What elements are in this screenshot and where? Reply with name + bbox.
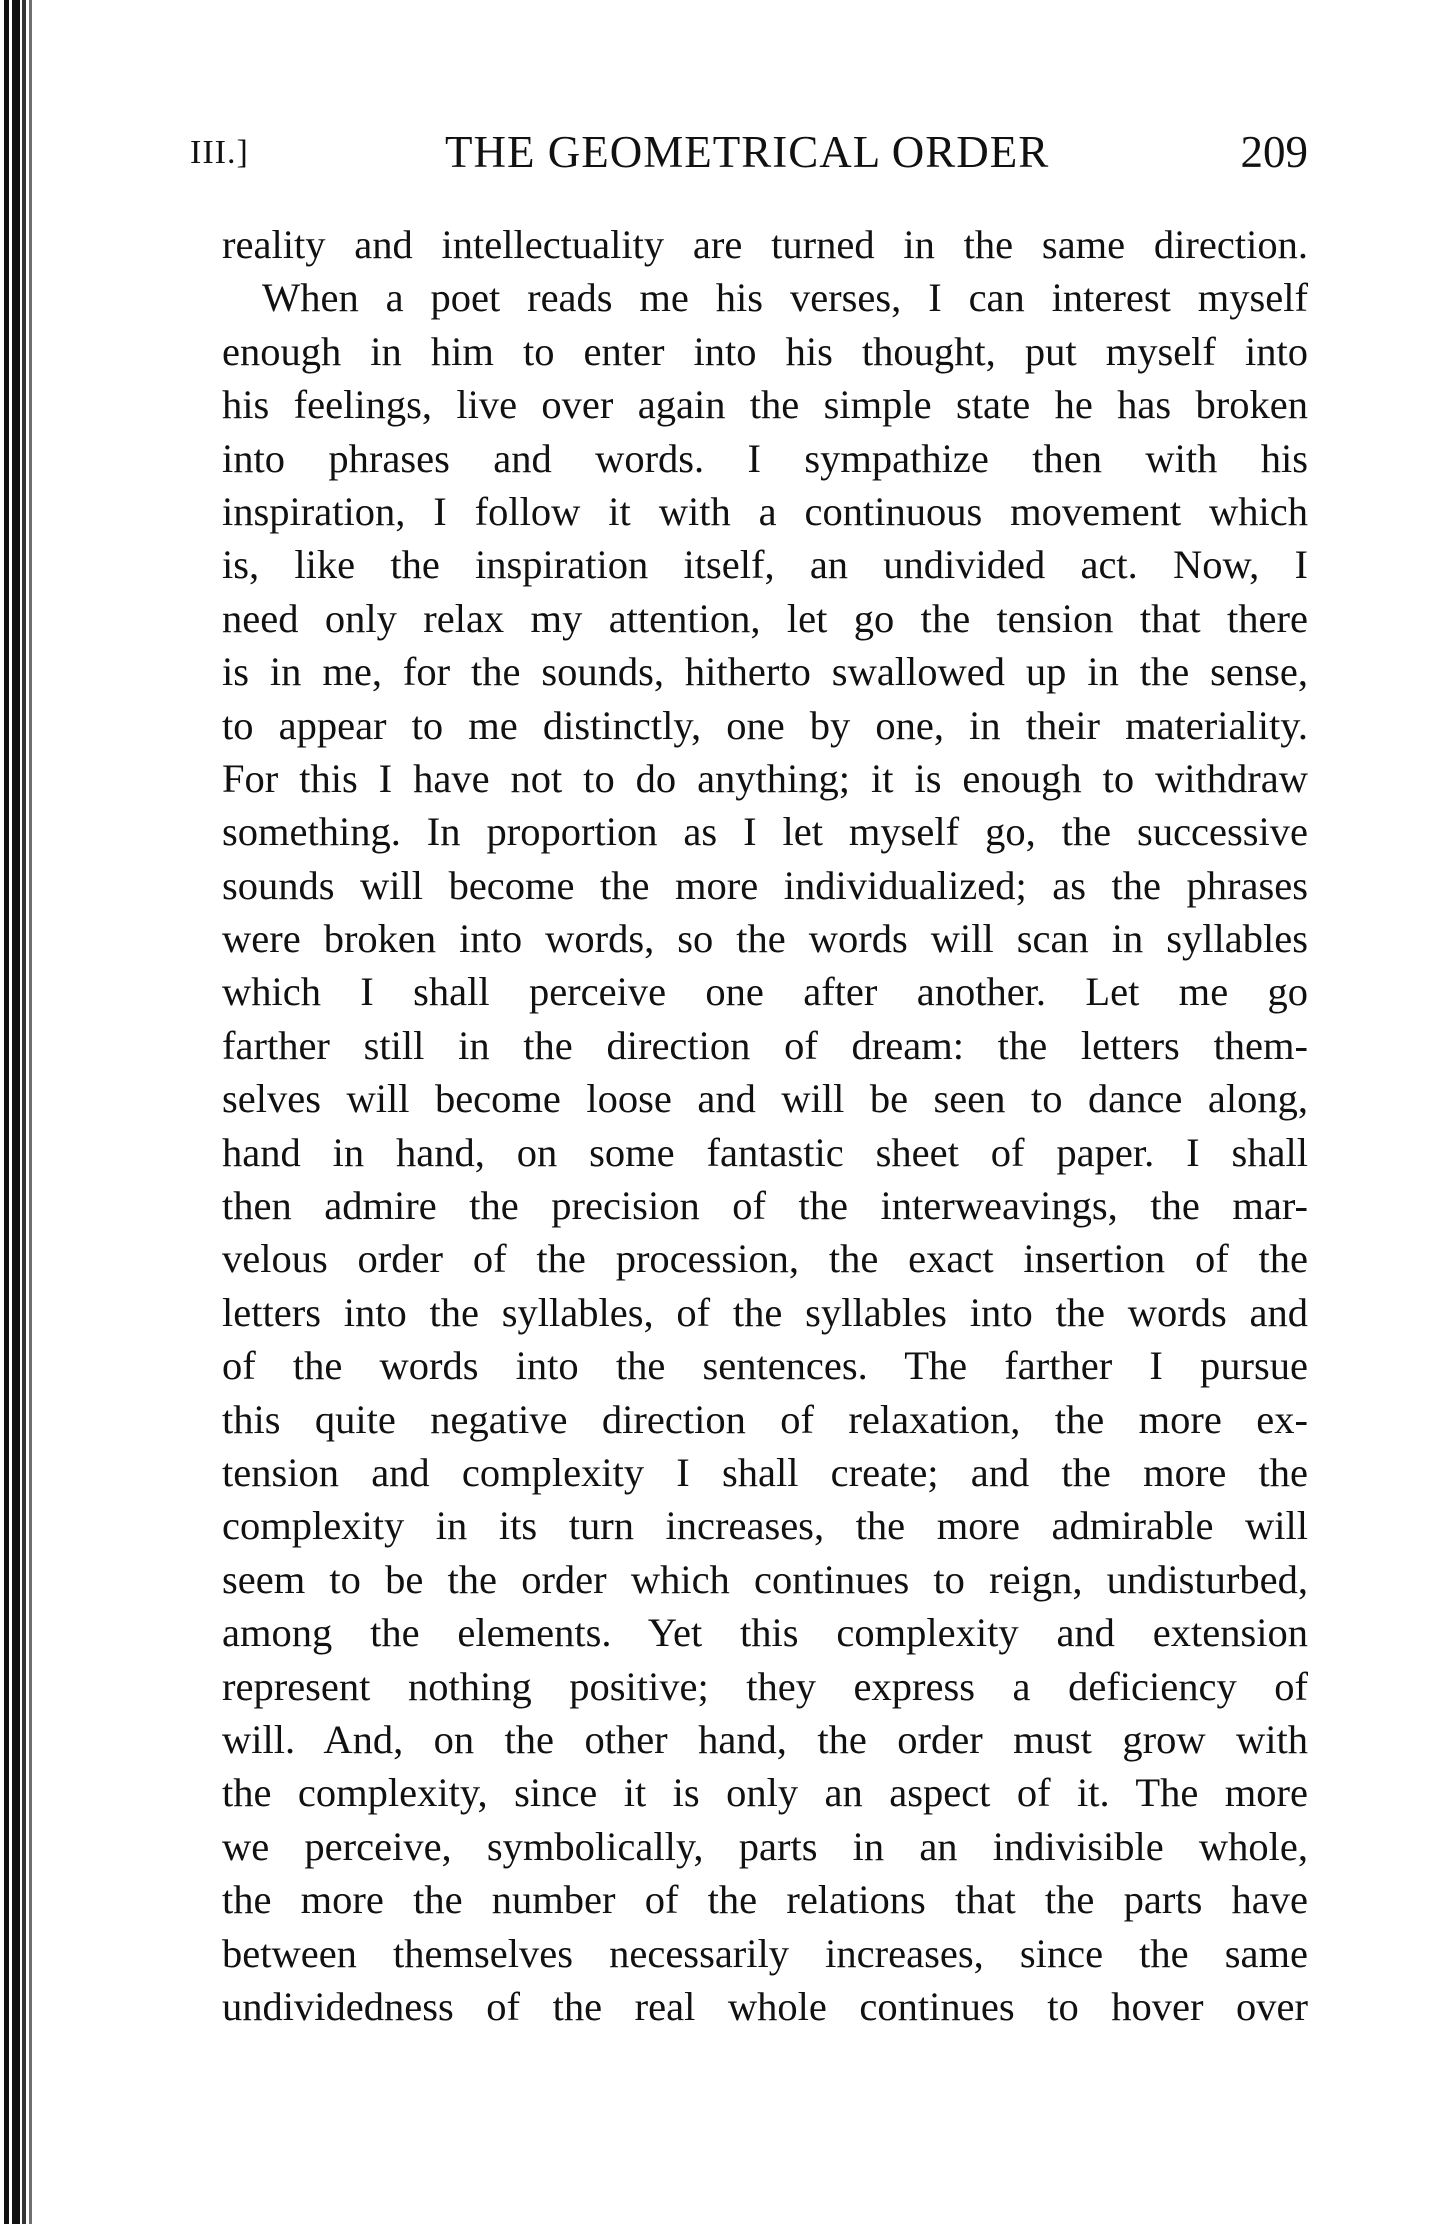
text-line: For this I have not to do anything; it is enough to withdraw xyxy=(222,755,1308,801)
text-line: letters into the syllables, of the syllables into the words and xyxy=(222,1289,1308,1335)
text-line: then admire the precision of the interweavings, the mar- xyxy=(222,1183,1308,1229)
text-line: this quite negative direction of relaxation, the more ex- xyxy=(222,1396,1308,1442)
chapter-title: THE GEOMETRICAL ORDER xyxy=(445,127,1050,177)
text-line: inspiration, I follow it with a continuous movement which xyxy=(222,488,1308,534)
text-line: velous order of the procession, the exact insertion of the xyxy=(222,1236,1308,1282)
text-line: were broken into words, so the words will scan in syllables xyxy=(222,916,1308,962)
text-line: When a poet reads me his verses, I can interest myself xyxy=(262,275,1308,321)
text-line: his feelings, live over again the simple state he has broken xyxy=(222,382,1308,428)
text-line: is, like the inspiration itself, an undivided act. Now, I xyxy=(222,542,1308,588)
text-line: enough in him to enter into his thought, put myself into xyxy=(222,328,1308,374)
text-line: will. And, on the other hand, the order must grow with xyxy=(222,1716,1308,1762)
text-line: complexity in its turn increases, the more admirable will xyxy=(222,1503,1308,1549)
text-line: is in me, for the sounds, hitherto swallowed up in the sense, xyxy=(222,649,1308,695)
text-line: selves will become loose and will be seen to dance along, xyxy=(222,1076,1308,1122)
scanned-binding-edge xyxy=(0,0,44,2224)
text-line: among the elements. Yet this complexity and extension xyxy=(222,1610,1308,1656)
text-line: seem to be the order which continues to reign, undisturbed, xyxy=(222,1556,1308,1602)
chapter-number: III.] xyxy=(190,134,249,171)
page-number: 209 xyxy=(1240,127,1308,177)
text-line: need only relax my attention, let go the tension that there xyxy=(222,595,1308,641)
text-line: we perceive, symbolically, parts in an indivisible whole, xyxy=(222,1823,1308,1869)
text-line: sounds will become the more individualized; as the phrases xyxy=(222,862,1308,908)
text-line: reality and intellectuality are turned in the same direction. xyxy=(222,222,1308,267)
text-line: which I shall perceive one after another. Let me go xyxy=(222,969,1308,1015)
text-line: the complexity, since it is only an aspect of it. The more xyxy=(222,1770,1308,1816)
text-line: into phrases and words. I sympathize then with his xyxy=(222,435,1308,481)
text-line: represent nothing positive; they express a deficiency of xyxy=(222,1663,1308,1709)
text-line: tension and complexity I shall create; and the more the xyxy=(222,1449,1308,1495)
text-line: something. In proportion as I let myself go, the successive xyxy=(222,809,1308,855)
text-line: the more the number of the relations that the parts have xyxy=(222,1877,1308,1923)
text-line: hand in hand, on some fantastic sheet of paper. I shall xyxy=(222,1129,1308,1175)
body-text xyxy=(222,218,1308,2033)
text-line: between themselves necessarily increases, since the same xyxy=(222,1930,1308,1976)
text-line: to appear to me distinctly, one by one, in their materiality. xyxy=(222,702,1308,748)
running-head xyxy=(190,126,1308,186)
text-line: undividedness of the real whole continues to hover over xyxy=(222,1983,1308,2029)
text-line: farther still in the direction of dream: the letters them- xyxy=(222,1022,1308,1068)
text-line: of the words into the sentences. The farther I pursue xyxy=(222,1343,1308,1389)
